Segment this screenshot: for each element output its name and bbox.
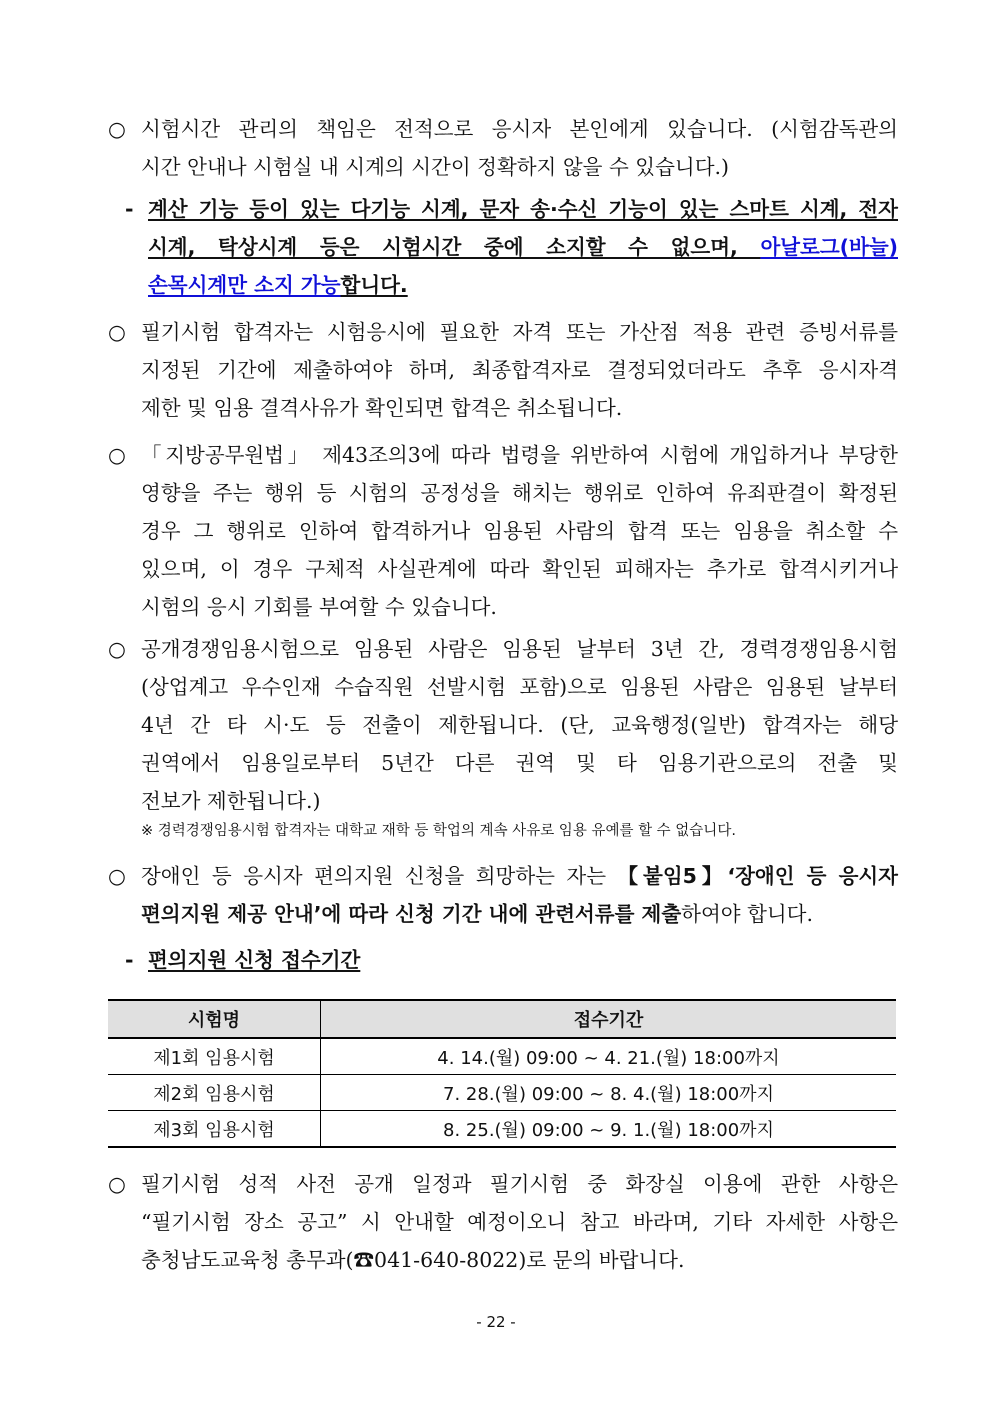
p3-line5: 시험의 응시 기회를 부여할 수 있습니다. [141, 595, 497, 619]
paragraph-contact [108, 1165, 898, 1279]
dash-marker: - [125, 948, 134, 972]
circle-bullet-icon: ○ [108, 637, 126, 661]
p6-line1: 필기시험 성적 사전 공개 일정과 필기시험 중 화장실 이용에 관한 사항은 [141, 1172, 898, 1196]
p1-line2: 시간 안내나 시험실 내 시계의 시간이 정확하지 않을 수 있습니다.) [141, 155, 730, 179]
s1-line2a: 시계, 탁상시계 등은 시험시간 중에 소지할 수 없으며, [148, 235, 761, 259]
dash-marker: - [125, 197, 134, 221]
phone-number: (☎041-640-8022) [345, 1248, 527, 1272]
p2-line2: 지정된 기간에 제출하여야 하며, 최종합격자로 결정되었더라도 추후 응시자격 [141, 358, 898, 382]
cell-period: 8. 25.(월) 09:00 ~ 9. 1.(월) 18:00까지 [321, 1111, 897, 1148]
p4-line2: (상업계고 우수인재 수습직원 선발시험 포함)으로 임용된 사람은 임용된 날부터 [141, 675, 898, 699]
paragraph-document-submission [108, 313, 898, 427]
p5-line1a: 장애인 등 응시자 편의지원 신청을 희망하는 자는 [141, 864, 618, 888]
p2-line1: 필기시험 합격자는 시험응시에 필요한 자격 또는 가산점 적용 관련 증빙서류를 [141, 320, 898, 344]
p5-line2b: 하여야 합니다. [681, 902, 814, 926]
paragraph-time-management [108, 110, 898, 186]
footnote-deferral: ※ 경력경쟁임용시험 합격자는 대학교 재학 등 학업의 계속 사유로 임용 유예를 할 수 없습니다. [141, 823, 736, 839]
p6-line3a: 충청남도교육청 총무과 [141, 1248, 346, 1272]
table-row [108, 1038, 896, 1075]
cell-period: 7. 28.(월) 09:00 ~ 8. 4.(월) 18:00까지 [321, 1075, 897, 1111]
header-period: 접수기간 [321, 1000, 897, 1038]
cell-exam-name: 제1회 임용시험 [108, 1038, 321, 1075]
p3-line2: 영향을 주는 행위 등 시험의 공정성을 해치는 행위로 인하여 유죄판결이 확정된 [141, 481, 898, 505]
s1-line3b: 합니다. [340, 273, 408, 297]
application-period-table [108, 999, 896, 1148]
cell-exam-name: 제3회 임용시험 [108, 1111, 321, 1148]
paragraph-accommodation [108, 857, 898, 933]
s2-label: 편의지원 신청 접수기간 [148, 948, 361, 972]
table-row [108, 1111, 896, 1148]
p4-line3: 4년 간 타 시·도 등 전출이 제한됩니다. (단, 교육행정(일반) 합격자는 해당 [141, 713, 898, 737]
table-row [108, 1075, 896, 1111]
circle-bullet-icon: ○ [108, 1172, 126, 1196]
p5-line2a: 편의지원 제공 안내’에 따라 신청 기간 내에 관련서류를 제출 [141, 902, 682, 926]
s1-line1: 계산 기능 등이 있는 다기능 시계, 문자 송·수신 기능이 있는 스마트 시계, 전자 [148, 197, 898, 221]
p1-line1: 시험시간 관리의 책임은 전적으로 응시자 본인에게 있습니다. (시험감독관의 [141, 117, 898, 141]
table-header-row [108, 1000, 896, 1038]
cell-exam-name: 제2회 임용시험 [108, 1075, 321, 1111]
circle-bullet-icon: ○ [108, 117, 126, 141]
subitem-watch-rule [125, 190, 898, 304]
paragraph-fairness-violation [108, 436, 898, 626]
page-number: - 22 - [476, 1313, 516, 1331]
p4-line4: 권역에서 임용일로부터 5년간 다른 권역 및 타 임용기관으로의 전출 및 [141, 751, 898, 775]
p3-line3: 경우 그 행위로 인하여 합격하거나 임용된 사람의 합격 또는 임용을 취소할 수 [141, 519, 898, 543]
circle-bullet-icon: ○ [108, 443, 126, 467]
p3-line4: 있으며, 이 경우 구체적 사실관계에 따라 확인된 피해자는 추가로 합격시키거나 [141, 557, 898, 581]
p4-line1: 공개경쟁임용시험으로 임용된 사람은 임용된 날부터 3년 간, 경력경쟁임용시험 [141, 637, 898, 661]
s1-line3a: 손목시계만 소지 가능 [148, 273, 341, 297]
p6-line2: “필기시험 장소 공고” 시 안내할 예정이오니 참고 바라며, 기타 자세한 사항은 [141, 1210, 898, 1234]
p6-line3c: 로 문의 바랍니다. [526, 1248, 685, 1272]
paragraph-transfer-restriction [108, 630, 898, 820]
p5-line1b: 【붙임5】‘장애인 등 응시자 [617, 864, 898, 888]
header-exam-name: 시험명 [108, 1000, 321, 1038]
circle-bullet-icon: ○ [108, 320, 126, 344]
p2-line3: 제한 및 임용 결격사유가 확인되면 합격은 취소됩니다. [141, 396, 623, 420]
p4-line5: 전보가 제한됩니다.) [141, 789, 321, 813]
cell-period: 4. 14.(월) 09:00 ~ 4. 21.(월) 18:00까지 [321, 1038, 897, 1075]
circle-bullet-icon: ○ [108, 864, 126, 888]
subitem-accommodation-period [125, 941, 898, 979]
s1-line2b: 아날로그(바늘) [760, 235, 898, 259]
p3-line1: 「지방공무원법」 제43조의3에 따라 법령을 위반하여 시험에 개입하거나 부당한 [141, 443, 898, 467]
